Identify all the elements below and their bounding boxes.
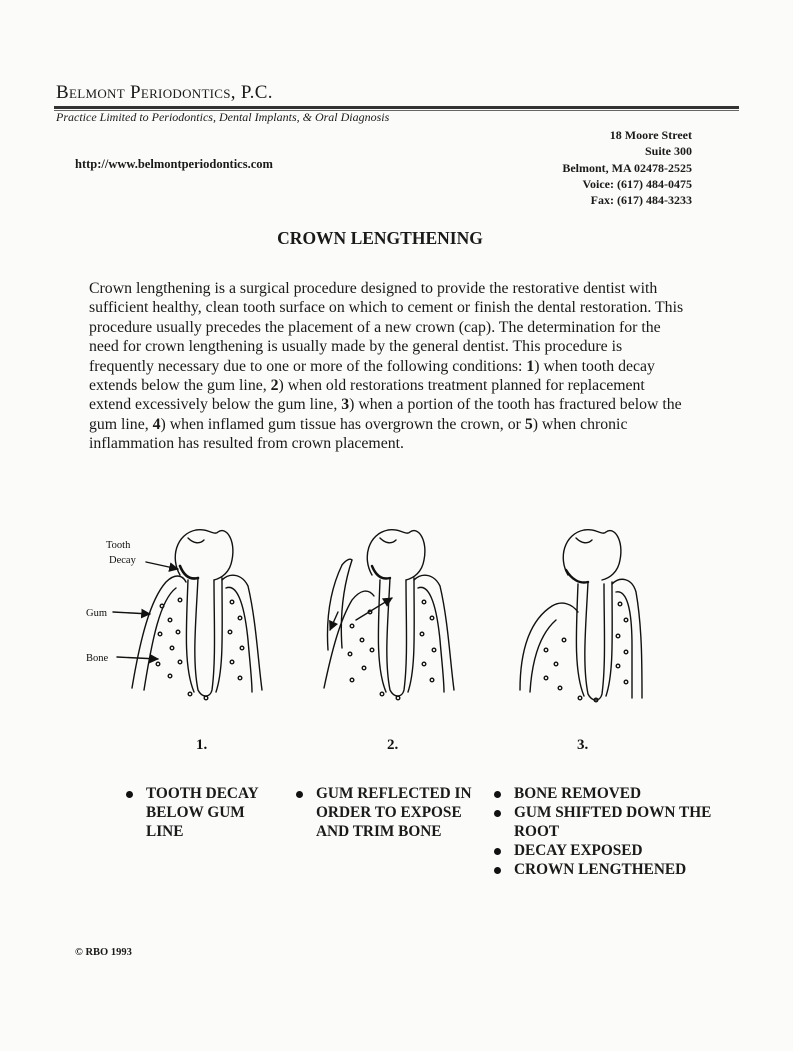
intro-text: Crown lengthening is a surgical procedure designed to provide the restorative dentist with sufficient healthy, clean tooth surface on which to cement or finish the dental restoration. This procedure usually precedes the placement of a new crown (cap). The determination for the need for crown lengthening is usually made by the general dentist. This procedure is frequently necessary due to one or more of the following conditions: xyxy=(89,280,684,375)
step-3-bullet-1: BONE REMOVED xyxy=(494,784,714,803)
panel-3-illustration xyxy=(520,530,642,700)
copyright: © RBO 1993 xyxy=(75,947,132,958)
condition-5-num: 5 xyxy=(524,415,533,433)
step-2-bullets xyxy=(296,784,476,841)
step-3-number: 3. xyxy=(577,737,589,753)
condition-3: ) when a portion of the tooth has fractured below the gum line, xyxy=(89,396,682,433)
address-suite: Suite 300 xyxy=(644,144,692,159)
panel-1-illustration xyxy=(86,530,262,696)
step-2-bullet: GUM REFLECTED IN ORDER TO EXPOSE AND TRIM BONE xyxy=(296,784,476,841)
panel-1-bone-dots xyxy=(156,598,244,700)
firm-name: Belmont Periodontics, P.C. xyxy=(56,82,273,103)
condition-4: ) when inflamed gum tissue has overgrown the crown, or xyxy=(160,415,525,433)
condition-2-num: 2 xyxy=(270,377,279,395)
step-3-bullet-2: GUM SHIFTED DOWN THE ROOT xyxy=(494,803,714,841)
gum-arrow xyxy=(113,612,150,614)
tagline: Practice Limited to Periodontics, Dental Implants, & Oral Diagnosis xyxy=(56,110,390,124)
panel-2-bone-dots xyxy=(348,600,436,700)
condition-5: ) when chronic inflammation has resulted from crown placement. xyxy=(89,415,628,453)
address-fax: Fax: (617) 484-3233 xyxy=(590,193,692,208)
document-title: CROWN LENGTHENING xyxy=(277,228,483,248)
step-1-bullets xyxy=(126,784,276,841)
address-city: Belmont, MA 02478-2525 xyxy=(562,160,692,175)
address-voice: Voice: (617) 484-0475 xyxy=(582,176,692,191)
decay-arrow xyxy=(146,562,178,569)
step-3-bullets xyxy=(494,784,714,879)
label-gum: Gum xyxy=(86,608,107,619)
condition-1: ) when tooth decay extends below the gum line, xyxy=(89,357,655,395)
label-bone: Bone xyxy=(86,653,109,664)
step-2-number: 2. xyxy=(387,737,399,753)
step-3-bullet-4: CROWN LENGTHENED xyxy=(494,860,714,879)
website-link[interactable]: http://www.belmontperiodontics.com xyxy=(75,157,273,171)
step-3-bullet-3: DECAY EXPOSED xyxy=(494,841,714,860)
panel-2-illustration xyxy=(324,530,454,696)
condition-4-num: 4 xyxy=(152,415,161,433)
step-1-number: 1. xyxy=(196,737,208,753)
condition-2: ) when old restorations treatment planned for replacement extend excessively below the gum line, xyxy=(89,377,645,414)
label-tooth: Tooth xyxy=(106,540,131,551)
condition-1-num: 1 xyxy=(526,357,535,375)
condition-3-num: 3 xyxy=(341,396,350,414)
address-street: 18 Moore Street xyxy=(609,128,692,142)
label-decay: Decay xyxy=(109,555,136,566)
step-1-bullet: TOOTH DECAY BELOW GUM LINE xyxy=(126,784,276,841)
